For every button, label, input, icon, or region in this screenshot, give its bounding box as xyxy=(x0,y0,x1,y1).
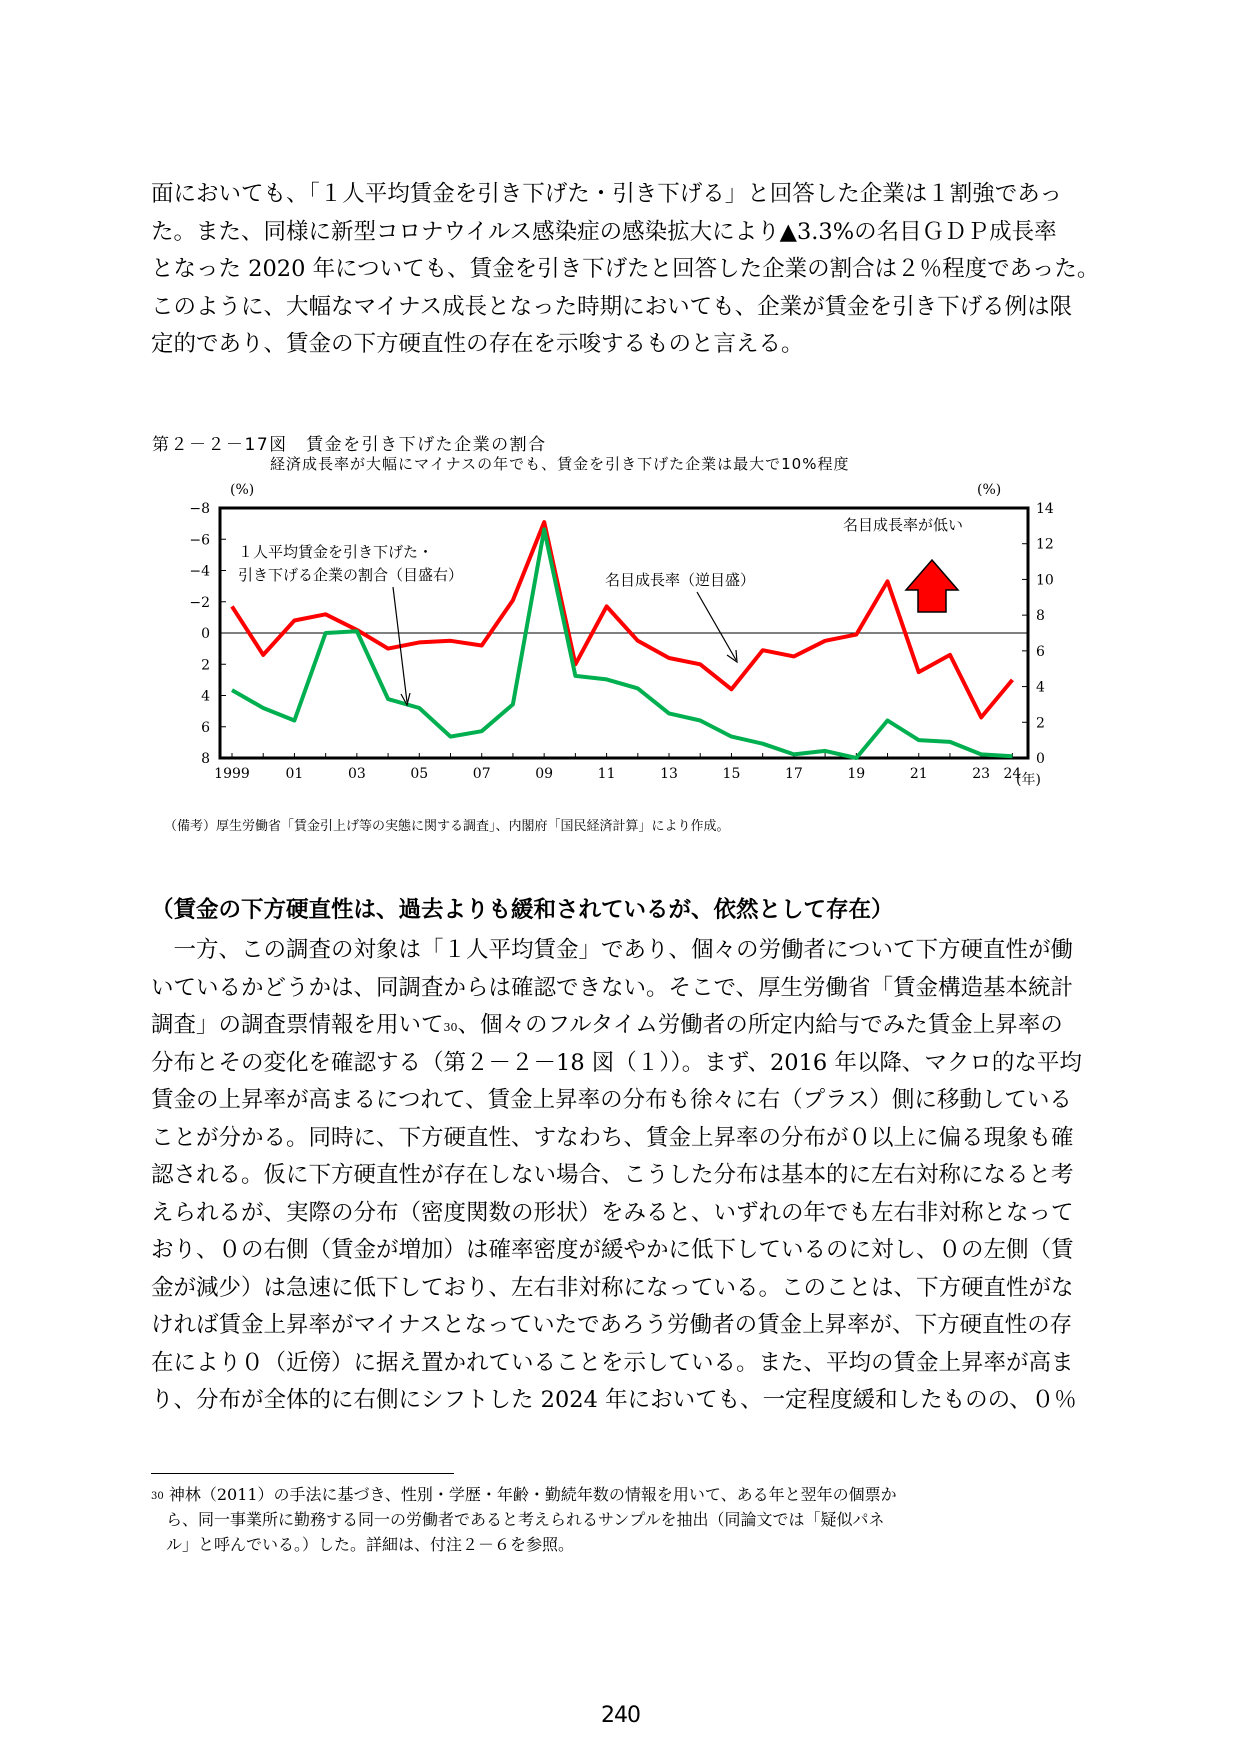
right-axis-tick-label: 2 xyxy=(1036,715,1045,732)
right-axis-tick-label: 4 xyxy=(1036,679,1045,696)
x-axis-tick-label: 07 xyxy=(472,766,491,782)
arrow-label: 名目成長率が低い xyxy=(843,516,964,534)
x-axis-tick-label: 15 xyxy=(722,766,741,782)
right-axis-tick-label: 6 xyxy=(1036,643,1045,660)
page-number: 240 xyxy=(601,1703,640,1728)
body-line: 認される。仮に下方硬直性が存在しない場合、こうした分布は基本的に左右対称になると考 xyxy=(151,1162,1074,1188)
left-axis-tick-label: −2 xyxy=(189,594,210,611)
body-line: 賃金の上昇率が高まるにつれて、賃金上昇率の分布も徐々に右（プラス）側に移動している xyxy=(151,1087,1072,1113)
body-line: えられるが、実際の分布（密度関数の形状）をみると、いずれの年でも左右非対称となって xyxy=(151,1199,1074,1226)
body-line: り、分布が全体的に右側にシフトした 2024 年においても、一定程度緩和したものの、０％ xyxy=(151,1387,1077,1413)
right-axis-tick-label: 8 xyxy=(1036,608,1045,625)
x-axis-tick-label: 13 xyxy=(660,766,678,782)
right-axis-unit: (%) xyxy=(977,482,1002,498)
x-axis-tick-label: 19 xyxy=(847,766,866,782)
footnote-divider xyxy=(151,1473,454,1474)
x-axis-tick-label: 23 xyxy=(972,766,991,782)
body-line-part: 調査」の調査票情報を用いて xyxy=(151,1012,444,1038)
up-arrow-icon xyxy=(906,560,958,612)
body-line: 金が減少）は急速に低下しており、左右非対称になっている。このことは、下方硬直性がな xyxy=(151,1274,1074,1301)
figure-note: （備考）厚生労働省「賃金引上げ等の実態に関する調査」、内閣府「国民経済計算」により作成。 xyxy=(164,819,730,834)
x-axis-tick-label: 21 xyxy=(909,766,928,782)
x-axis-unit: (年) xyxy=(1016,772,1041,788)
x-axis-tick-label: 24 xyxy=(1003,766,1022,782)
figure-subtitle: 経済成長率が大幅にマイナスの年でも、賃金を引き下げた企業は最大で10%程度 xyxy=(270,455,850,473)
footnote-reference: 30 xyxy=(443,1021,458,1034)
red-series-label: 名目成長率（逆目盛） xyxy=(605,571,756,589)
left-axis-tick-label: −4 xyxy=(189,563,210,580)
footnote-text: 神林（2011）の手法に基づき、性別・学歴・年齢・勤続年数の情報を用いて、ある年と翌年の個票か xyxy=(168,1485,897,1504)
right-axis-tick-label: 12 xyxy=(1036,536,1054,553)
section-heading: （賃金の下方硬直性は、過去よりも緩和されているが、依然として存在） xyxy=(151,897,894,923)
x-axis-tick-label: 03 xyxy=(347,766,366,782)
intro-line: た。また、同様に新型コロナウイルス感染症の感染拡大により▲3.3%の名目ＧＤＰ成長率 xyxy=(151,218,1057,245)
intro-line: このように、大幅なマイナス成長となった時期においても、企業が賃金を引き下げる例は限 xyxy=(151,293,1073,320)
red-label-pointer xyxy=(697,592,736,660)
left-axis-tick-label: 2 xyxy=(201,657,210,674)
intro-line: 定的であり、賃金の下方硬直性の存在を示唆するものと言える。 xyxy=(151,331,804,357)
left-axis-tick-label: 6 xyxy=(201,719,210,736)
body-line: いているかどうかは、同調査からは確認できない。そこで、厚生労働省「賃金構造基本統計 xyxy=(151,974,1074,1001)
intro-line: となった 2020 年についても、賃金を引き下げたと回答した企業の割合は２％程度であった。 xyxy=(151,256,1100,282)
footnote-number: 30 xyxy=(151,1491,164,1502)
footnote-line: ル」と呼んでいる。）した。詳細は、付注２－６を参照。 xyxy=(166,1535,575,1554)
wage-cut-share-line xyxy=(232,529,1012,758)
left-axis-unit: (%) xyxy=(230,482,255,498)
body-line: 一方、この調査の対象は「１人平均賃金」であり、個々の労働者について下方硬直性が働 xyxy=(151,937,1074,963)
body-line-part: 、個々のフルタイム労働者の所定内給与でみた賃金上昇率の xyxy=(457,1012,1063,1038)
body-line: おり、０の右側（賃金が増加）は確率密度が緩やかに低下しているのに対し、０の左側（賃 xyxy=(151,1237,1074,1263)
body-line: ことが分かる。同時に、下方硬直性、すなわち、賃金上昇率の分布が０以上に偏る現象も確 xyxy=(151,1124,1074,1151)
body-line xyxy=(151,1007,1091,1045)
figure-title: 第２－２－17図 賃金を引き下げた企業の割合 xyxy=(152,435,547,455)
intro-line: 面においても、「１人平均賃金を引き下げた・引き下げる」と回答した企業は１割強であっ xyxy=(151,181,1063,207)
left-axis-tick-label: −8 xyxy=(189,501,210,517)
body-line: 分布とその変化を確認する（第２－２－18 図（１））。まず、2016 年以降、マクロ的な平均 xyxy=(151,1049,1082,1076)
left-axis-tick-label: 8 xyxy=(201,751,210,767)
green-series-label-line2: 引き下げる企業の割合（目盛右） xyxy=(238,566,464,584)
footnote-line xyxy=(151,1482,1091,1507)
x-axis-tick-label: 17 xyxy=(784,766,803,782)
left-axis-tick-label: −6 xyxy=(189,532,210,549)
right-axis-tick-label: 10 xyxy=(1036,572,1054,589)
footnote xyxy=(151,1482,1091,1557)
left-axis-tick-label: 4 xyxy=(201,688,210,705)
footnote-line: ら、同一事業所に勤務する同一の労働者であると考えられるサンプルを抽出（同論文では「疑似パネ xyxy=(166,1510,885,1529)
x-axis-tick-label: 1999 xyxy=(214,766,250,782)
body-line: ければ賃金上昇率がマイナスとなっていたであろう労働者の賃金上昇率が、下方硬直性の存 xyxy=(151,1312,1073,1338)
body-line: 在により０（近傍）に据え置かれていることを示している。また、平均の賃金上昇率が高ま xyxy=(151,1349,1074,1376)
x-axis-tick-label: 05 xyxy=(410,766,429,782)
x-axis-tick-label: 01 xyxy=(285,766,304,782)
right-axis-tick-label: 0 xyxy=(1036,751,1045,767)
green-series-label-line1: １人平均賃金を引き下げた・ xyxy=(238,543,434,561)
x-axis-tick-label: 11 xyxy=(597,766,616,782)
body-paragraph xyxy=(151,932,1091,1420)
x-axis-tick-label: 09 xyxy=(535,766,554,782)
right-axis-tick-label: 14 xyxy=(1036,501,1054,517)
line-chart xyxy=(0,0,1241,800)
left-axis-tick-label: 0 xyxy=(201,626,210,642)
